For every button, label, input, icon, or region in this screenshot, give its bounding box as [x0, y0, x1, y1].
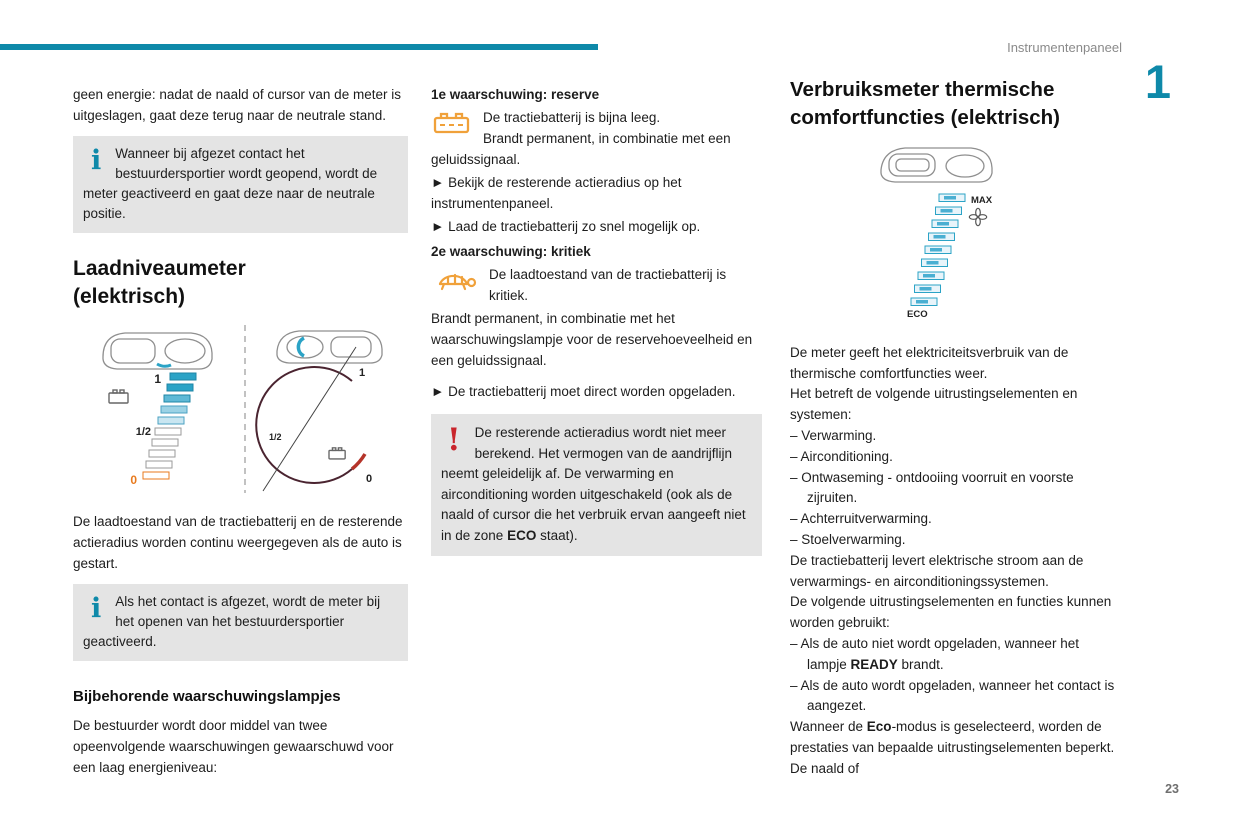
charge-gauge-illustration	[73, 323, 408, 501]
dial-label-half: 1/2	[269, 432, 282, 442]
usage-ready-part2: brandt.	[897, 656, 944, 672]
heading-line: Verbruiksmeter thermische	[790, 78, 1055, 101]
usage-intro-paragraph: De volgende uitrustingselementen en functies kunnen worden gebruikt:	[790, 594, 1112, 631]
warning2-body	[431, 264, 762, 306]
cluster-outline-right	[277, 331, 382, 363]
comfort-gauge-illustration	[851, 140, 1061, 335]
warning1-text: De tractiebatterij is bijna leeg.	[483, 110, 661, 125]
eco-part2: -modus is geselecteerd, worden de prestaties van bepaalde uitrustingselementen beperkt. De naald of	[790, 719, 1115, 776]
section-header: Instrumentenpaneel	[1007, 40, 1122, 55]
info-box-text: Wanneer bij afgezet contact het bestuurdersportier wordt geopend, wordt de meter geactiveerd en gaat deze naar de neutrale positie.	[83, 146, 378, 221]
info-icon: i	[91, 145, 102, 176]
section-title-consumption-meter	[790, 76, 1122, 132]
turtle-warning-icon	[433, 267, 477, 299]
dial-needle	[263, 347, 356, 491]
system-item: – Achterruitverwarming.	[790, 511, 932, 527]
alert-box-text	[441, 423, 750, 546]
warning1-detail: Brandt permanent, in combinatie met een geluidssignaal.	[431, 131, 731, 167]
gauge-label-half: 1/2	[135, 426, 151, 438]
teal-accent-mark	[157, 364, 171, 366]
battery-icon	[329, 448, 345, 459]
battery-icon	[109, 390, 128, 403]
comfort-gauge-svg	[851, 140, 1061, 328]
warning2-detail: Brandt permanent, in combinatie met het waarschuwingslampje voor de reservehoeveelheid en een geluidssignaal.	[431, 311, 753, 368]
info-icon: i	[91, 593, 102, 624]
action-charge-now: ► De tractiebatterij moet direct worden opgeladen.	[431, 384, 736, 399]
action-check-range: ► Bekijk de resterende actieradius op het instrumentenpaneel.	[431, 175, 682, 211]
consumption-segment-gauge	[911, 194, 965, 306]
gauge-label-max: MAX	[971, 195, 993, 206]
section-title-charge-level-meter	[73, 255, 408, 311]
system-item: – Ontwaseming - ontdooiing voorruit en voorste zijruiten.	[790, 469, 1074, 506]
warnings-intro-paragraph: De bestuurder wordt door middel van twee opeenvolgende waarschuwingen gewaarschuwd voor een laag energieniveau:	[73, 718, 394, 775]
usage-item-charging: – Als de auto wordt opgeladen, wanneer het contact is aangezet.	[790, 677, 1115, 714]
heading-line: comfortfuncties (elektrisch)	[790, 106, 1060, 129]
warning-exclamation-icon: !	[447, 422, 461, 458]
charge-state-paragraph: De laadtoestand van de tractiebatterij en de resterende actieradius worden continu weergegeven als de auto is gestart.	[73, 514, 403, 571]
system-item: – Airconditioning.	[790, 448, 893, 464]
alert-text-part2: staat).	[536, 527, 578, 543]
warning1-title: 1e waarschuwing: reserve	[431, 87, 600, 102]
cluster-outline	[881, 148, 992, 182]
action-charge-battery: ► Laad de tractiebatterij zo snel mogelijk op.	[431, 219, 701, 234]
warning1-body	[431, 107, 762, 170]
teal-crescent-mark	[298, 338, 304, 356]
gauge-label-full: 1	[154, 372, 161, 386]
ready-lamp-label: READY	[850, 656, 898, 672]
heading-line: Laadniveaumeter	[73, 257, 246, 280]
dial-label-full: 1	[359, 367, 366, 379]
dial-label-empty: 0	[366, 473, 373, 485]
subheading-warning-lamps: Bijbehorende waarschuwingslampjes	[73, 688, 341, 705]
dial-arc-red-zone	[352, 454, 365, 469]
column-left	[73, 84, 408, 788]
header-rule	[0, 44, 598, 50]
alert-text-eco: ECO	[507, 527, 537, 543]
alert-box-range-lost	[431, 414, 762, 556]
intro-paragraph: geen energie: nadat de naald of cursor van de meter is uitgeslagen, gaat deze terug naar de neutrale stand.	[73, 87, 401, 123]
battery-warning-icon	[433, 110, 471, 142]
fan-icon	[969, 208, 986, 225]
warning2-text: De laadtoestand van de tractiebatterij is kritiek.	[489, 267, 727, 303]
info-box-door-open	[73, 136, 408, 233]
column-right	[790, 76, 1122, 780]
chapter-number: 1	[1144, 55, 1171, 108]
usage-item-ready	[790, 634, 1122, 676]
info-box-text: Als het contact is afgezet, wordt de meter bij het openen van het bestuurdersportier geactiveerd.	[83, 594, 381, 649]
systems-intro-paragraph: Het betreft de volgende uitrustingselementen en systemen:	[790, 386, 1078, 423]
charge-gauge-svg	[73, 323, 408, 495]
dial-arc	[256, 367, 352, 483]
warning2-title: 2e waarschuwing: kritiek	[431, 244, 591, 259]
info-box-contact-off	[73, 584, 408, 661]
gauge-label-empty: 0	[130, 473, 137, 487]
traction-battery-paragraph: De tractiebatterij levert elektrische stroom aan de verwarmings- en airconditioningssystemen.	[790, 552, 1084, 589]
system-item: – Verwarming.	[790, 427, 877, 443]
alert-text-part1: De resterende actieradius wordt niet meer berekend. Het vermogen van de aandrijflijn neemt geleidelijk af. De verwarming en airconditioning worden uitgeschakeld (ook als de naald of cursor die het verbruik ervan aangeeft niet in de zone	[441, 425, 746, 543]
gauge-label-eco: ECO	[907, 309, 928, 320]
column-middle	[431, 84, 762, 556]
heading-line: (elektrisch)	[73, 285, 186, 308]
usage-ready-part1: – Als de auto niet wordt opgeladen, wanneer het lampje	[790, 635, 1079, 672]
page-number: 23	[1165, 782, 1179, 796]
system-item: – Stoelverwarming.	[790, 531, 906, 547]
eco-mode-paragraph	[790, 717, 1122, 779]
eco-part1: Wanneer de	[790, 719, 867, 735]
meter-description-paragraph: De meter geeft het elektriciteitsverbruik van de thermische comfortfuncties weer.	[790, 344, 1069, 381]
eco-mode-label: Eco	[866, 719, 892, 735]
